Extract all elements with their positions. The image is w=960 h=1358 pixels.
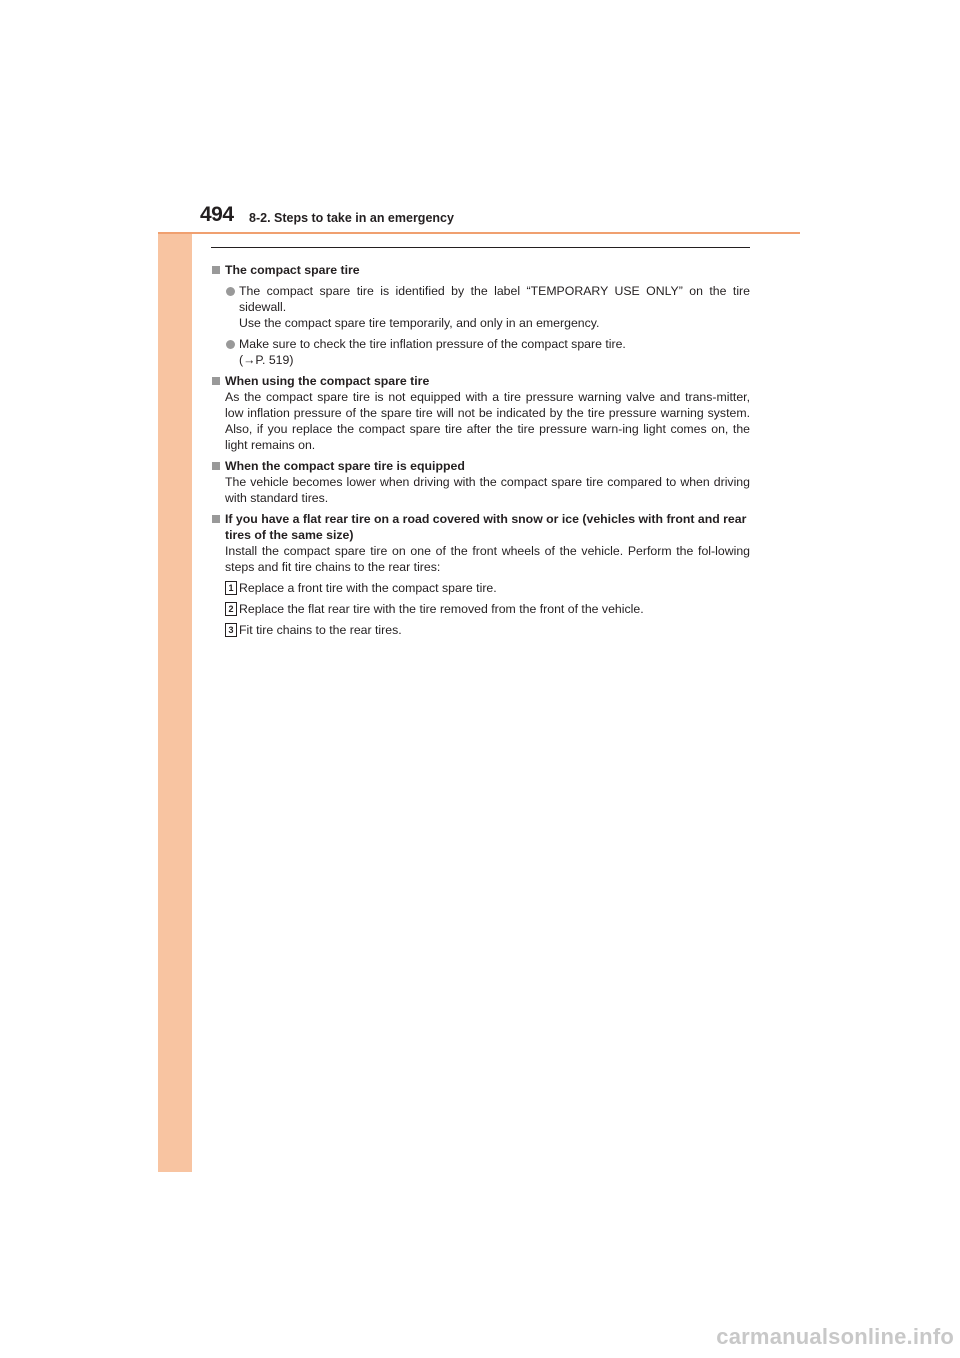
chapter-side-tab <box>158 186 192 1172</box>
step-item: 3 Fit tire chains to the rear tires. <box>212 622 750 638</box>
content-top-rule <box>211 247 750 248</box>
heading-compact-spare-equipped: When the compact spare tire is equipped <box>212 458 750 474</box>
heading-using-compact-spare: When using the compact spare tire <box>212 373 750 389</box>
step-number-badge: 2 <box>225 602 237 616</box>
circle-bullet-icon <box>226 340 235 349</box>
step-number-badge: 3 <box>225 623 237 637</box>
section-title: 8-2. Steps to take in an emergency <box>249 211 454 225</box>
step-item: 1 Replace a front tire with the compact spare tire. <box>212 580 750 596</box>
square-bullet-icon <box>212 462 220 470</box>
header-band <box>158 186 800 233</box>
circle-bullet-icon <box>226 287 235 296</box>
bullet-item: The compact spare tire is identified by the label “TEMPORARY USE ONLY” on the tire sidewall. Use the compact spare tire temporarily, and only in an emergency. <box>212 283 750 331</box>
content <box>212 257 750 638</box>
heading-compact-spare-tire: The compact spare tire <box>212 262 750 278</box>
bullet-item: Make sure to check the tire inflation pressure of the compact spare tire. (→P. 519) <box>212 336 750 368</box>
step-number-badge: 1 <box>225 581 237 595</box>
heading-flat-rear-tire: If you have a flat rear tire on a road covered with snow or ice (vehicles with front and rear tires of the same size) <box>212 511 750 543</box>
page-number: 494 <box>200 203 234 226</box>
square-bullet-icon <box>212 515 220 523</box>
square-bullet-icon <box>212 266 220 274</box>
step-item: 2 Replace the flat rear tire with the tire removed from the front of the vehicle. <box>212 601 750 617</box>
square-bullet-icon <box>212 377 220 385</box>
paragraph: The vehicle becomes lower when driving with the compact spare tire compared to when driving with standard tires. <box>225 475 750 505</box>
paragraph: Install the compact spare tire on one of the front wheels of the vehicle. Perform the fol-lowing steps and fit tire chains to the rear tires: <box>225 544 750 574</box>
page-reference: (→P. 519) <box>239 353 294 367</box>
header-rule <box>158 232 800 234</box>
watermark: carmanualsonline.info <box>716 1324 954 1349</box>
paragraph: As the compact spare tire is not equipped with a tire pressure warning valve and trans-mitter, low inflation pressure of the spare tire will not be indicated by the tire pressure warning system. Also, if you replace the compact spare tire after the tire pressure warn-ing light comes on, the light remains on. <box>225 390 750 452</box>
